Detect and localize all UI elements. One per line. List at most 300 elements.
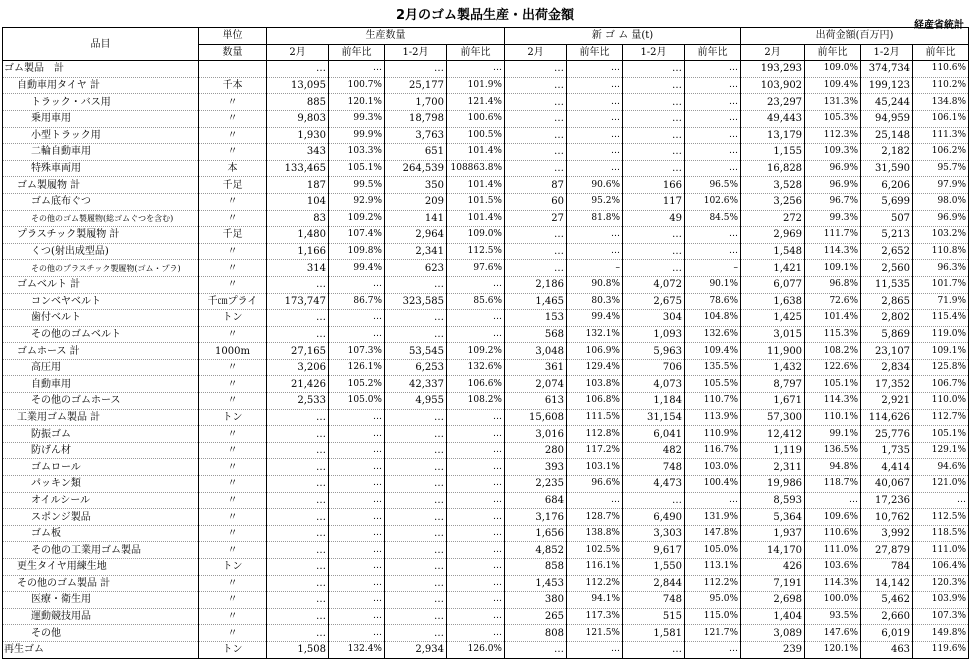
cell-ratio: 109.1% xyxy=(805,260,861,277)
cell-value: 4,072 xyxy=(623,276,685,293)
cell-ratio: … xyxy=(447,442,505,459)
cell-ratio: 109.2% xyxy=(329,210,385,227)
cell-value: 2,235 xyxy=(505,476,567,493)
cell-ratio: 109.6% xyxy=(805,509,861,526)
cell-value: … xyxy=(385,625,447,642)
cell-value: … xyxy=(267,426,329,443)
cell-ratio: … xyxy=(329,61,385,78)
cell-ratio: 106.4% xyxy=(913,559,969,576)
table-row xyxy=(3,310,969,327)
cell-value: … xyxy=(385,608,447,625)
cell-ratio: 134.8% xyxy=(913,94,969,111)
cell-ratio: 101.4% xyxy=(447,144,505,161)
cell-value: 6,253 xyxy=(385,359,447,376)
cell-value: 27 xyxy=(505,210,567,227)
cell-value: 13,095 xyxy=(267,77,329,94)
cell-ratio: … xyxy=(329,625,385,642)
cell-value: … xyxy=(385,575,447,592)
cell-value: 133,465 xyxy=(267,160,329,177)
cell-value: 31,590 xyxy=(861,160,913,177)
cell-value: 1,930 xyxy=(267,127,329,144)
table-row xyxy=(3,276,969,293)
table-row xyxy=(3,359,969,376)
cell-value: 1,453 xyxy=(505,575,567,592)
row-unit: 本 xyxy=(199,160,267,177)
cell-value: 613 xyxy=(505,393,567,410)
cell-value: 114,626 xyxy=(861,409,913,426)
cell-value: … xyxy=(267,459,329,476)
table-row xyxy=(3,492,969,509)
row-item-name: その他のゴム製品 計 xyxy=(3,575,199,592)
cell-value: 2,675 xyxy=(623,293,685,310)
cell-ratio: 100.4% xyxy=(685,476,741,493)
cell-ratio: 96.6% xyxy=(567,476,623,493)
cell-value: … xyxy=(623,260,685,277)
cell-value: 16,828 xyxy=(741,160,805,177)
cell-value: 5,213 xyxy=(861,227,913,244)
cell-value: 314 xyxy=(267,260,329,277)
cell-value: … xyxy=(385,559,447,576)
row-item-name: 乗用車用 xyxy=(3,110,199,127)
cell-ratio: … xyxy=(329,326,385,343)
row-item-name: その他 xyxy=(3,625,199,642)
cell-ratio: 118.7% xyxy=(805,476,861,493)
cell-value: 380 xyxy=(505,592,567,609)
cell-value: 17,352 xyxy=(861,376,913,393)
cell-ratio: … xyxy=(913,492,969,509)
cell-value: … xyxy=(385,61,447,78)
cell-ratio: 102.5% xyxy=(567,542,623,559)
cell-value: 1,184 xyxy=(623,393,685,410)
cell-value: 25,177 xyxy=(385,77,447,94)
row-unit: 〃 xyxy=(199,243,267,260)
row-item-name: 自動車用 xyxy=(3,376,199,393)
cell-ratio: 100.5% xyxy=(447,127,505,144)
cell-value: … xyxy=(505,160,567,177)
cell-value: 13,179 xyxy=(741,127,805,144)
cell-value: 19,986 xyxy=(741,476,805,493)
cell-ratio: 90.6% xyxy=(567,177,623,194)
statistics-table xyxy=(2,27,969,659)
cell-ratio: … xyxy=(685,77,741,94)
cell-value: 1,421 xyxy=(741,260,805,277)
cell-value: 209 xyxy=(385,193,447,210)
cell-ratio: 92.9% xyxy=(329,193,385,210)
cell-ratio: 100.0% xyxy=(805,592,861,609)
cell-ratio: … xyxy=(447,525,505,542)
cell-ratio: 110.0% xyxy=(913,393,969,410)
cell-value: 83 xyxy=(267,210,329,227)
cell-value: … xyxy=(385,310,447,327)
row-unit: 〃 xyxy=(199,442,267,459)
cell-ratio: 81.8% xyxy=(567,210,623,227)
cell-value: … xyxy=(267,442,329,459)
table-row xyxy=(3,525,969,542)
cell-value: 651 xyxy=(385,144,447,161)
row-unit: 〃 xyxy=(199,127,267,144)
cell-value: 2,844 xyxy=(623,575,685,592)
cell-ratio: … xyxy=(329,509,385,526)
cell-ratio: … xyxy=(447,625,505,642)
cell-ratio: 132.4% xyxy=(329,641,385,658)
row-unit: 千㎝プライ xyxy=(199,293,267,310)
cell-value: … xyxy=(385,326,447,343)
cell-ratio: … xyxy=(329,525,385,542)
cell-ratio: 108.2% xyxy=(805,343,861,360)
cell-ratio: … xyxy=(329,426,385,443)
row-unit: 〃 xyxy=(199,575,267,592)
cell-value: 463 xyxy=(861,641,913,658)
row-unit: トン xyxy=(199,310,267,327)
cell-ratio: 109.4% xyxy=(805,77,861,94)
cell-value: … xyxy=(385,276,447,293)
cell-value: … xyxy=(623,61,685,78)
cell-value: … xyxy=(267,525,329,542)
cell-value: 6,490 xyxy=(623,509,685,526)
cell-value: 153 xyxy=(505,310,567,327)
cell-ratio: … xyxy=(685,144,741,161)
cell-value: … xyxy=(385,525,447,542)
table-row xyxy=(3,376,969,393)
cell-value: 199,123 xyxy=(861,77,913,94)
row-unit: 〃 xyxy=(199,393,267,410)
cell-value: 173,747 xyxy=(267,293,329,310)
cell-ratio: … xyxy=(567,243,623,260)
cell-value: … xyxy=(267,559,329,576)
cell-value: … xyxy=(623,227,685,244)
cell-value: 8,797 xyxy=(741,376,805,393)
cell-value: 11,535 xyxy=(861,276,913,293)
cell-ratio: 97.9% xyxy=(913,177,969,194)
cell-ratio: … xyxy=(685,227,741,244)
row-item-name: その他のゴム製履物(総ゴムぐつを含む) xyxy=(3,210,199,227)
cell-value: 25,776 xyxy=(861,426,913,443)
cell-value: … xyxy=(505,260,567,277)
cell-value: 3,256 xyxy=(741,193,805,210)
cell-value: 14,170 xyxy=(741,542,805,559)
cell-ratio: 121.7% xyxy=(685,625,741,642)
cell-ratio: 126.0% xyxy=(447,641,505,658)
cell-ratio: 112.7% xyxy=(913,409,969,426)
cell-value: 57,300 xyxy=(741,409,805,426)
cell-ratio: 96.9% xyxy=(805,160,861,177)
cell-ratio: 120.1% xyxy=(329,94,385,111)
cell-ratio: … xyxy=(567,127,623,144)
row-item-name: 防げん材 xyxy=(3,442,199,459)
subheader-value: 2月 xyxy=(741,44,805,61)
cell-ratio: … xyxy=(567,227,623,244)
row-item-name: 二輪自動車用 xyxy=(3,144,199,161)
row-item-name: 医療・衛生用 xyxy=(3,592,199,609)
cell-value: 6,206 xyxy=(861,177,913,194)
table-row xyxy=(3,592,969,609)
cell-ratio: 109.1% xyxy=(913,343,969,360)
row-unit: 〃 xyxy=(199,542,267,559)
cell-value: 7,191 xyxy=(741,575,805,592)
cell-value: 5,869 xyxy=(861,326,913,343)
cell-ratio: 113.1% xyxy=(685,559,741,576)
cell-value: 858 xyxy=(505,559,567,576)
cell-value: 104 xyxy=(267,193,329,210)
row-item-name: 再生ゴム xyxy=(3,641,199,658)
cell-ratio: … xyxy=(685,492,741,509)
row-item-name: ゴム製履物 計 xyxy=(3,177,199,194)
cell-value: 5,699 xyxy=(861,193,913,210)
cell-ratio: 105.5% xyxy=(685,376,741,393)
cell-ratio: 108.2% xyxy=(447,393,505,410)
cell-value: … xyxy=(623,492,685,509)
cell-value: … xyxy=(505,243,567,260)
cell-ratio: 105.1% xyxy=(805,376,861,393)
cell-ratio: 93.5% xyxy=(805,608,861,625)
cell-ratio: … xyxy=(447,409,505,426)
cell-value: 3,763 xyxy=(385,127,447,144)
cell-value: 361 xyxy=(505,359,567,376)
cell-ratio: … xyxy=(685,110,741,127)
row-unit: 〃 xyxy=(199,94,267,111)
cell-value: … xyxy=(267,608,329,625)
cell-value: … xyxy=(385,476,447,493)
cell-ratio: 116.7% xyxy=(685,442,741,459)
cell-ratio: 90.8% xyxy=(567,276,623,293)
cell-ratio: 107.3% xyxy=(913,608,969,625)
cell-value: … xyxy=(267,326,329,343)
cell-ratio: 112.2% xyxy=(567,575,623,592)
cell-ratio: – xyxy=(685,260,741,277)
cell-ratio: … xyxy=(329,476,385,493)
cell-ratio: … xyxy=(329,575,385,592)
row-item-name: コンベヤベルト xyxy=(3,293,199,310)
cell-value: 280 xyxy=(505,442,567,459)
row-unit: 〃 xyxy=(199,359,267,376)
cell-ratio: 99.9% xyxy=(329,127,385,144)
cell-ratio: 86.7% xyxy=(329,293,385,310)
cell-ratio: 98.0% xyxy=(913,193,969,210)
table-row xyxy=(3,442,969,459)
row-item-name: ゴム製品 計 xyxy=(3,61,199,78)
cell-value: 2,341 xyxy=(385,243,447,260)
cell-value: 15,608 xyxy=(505,409,567,426)
row-unit: 〃 xyxy=(199,144,267,161)
cell-ratio: 103.1% xyxy=(567,459,623,476)
cell-value: 515 xyxy=(623,608,685,625)
cell-value: 27,165 xyxy=(267,343,329,360)
header-item: 品目 xyxy=(3,28,199,61)
cell-ratio: 147.8% xyxy=(685,525,741,542)
cell-value: 706 xyxy=(623,359,685,376)
cell-ratio: … xyxy=(447,559,505,576)
table-row xyxy=(3,110,969,127)
cell-ratio: 119.6% xyxy=(913,641,969,658)
cell-value: 187 xyxy=(267,177,329,194)
cell-value: 18,798 xyxy=(385,110,447,127)
cell-ratio: 100.7% xyxy=(329,77,385,94)
row-item-name: 自動車用タイヤ 計 xyxy=(3,77,199,94)
cell-value: … xyxy=(385,459,447,476)
subheader-value: 1-2月 xyxy=(861,44,913,61)
cell-value: 3,016 xyxy=(505,426,567,443)
cell-ratio: … xyxy=(685,243,741,260)
header-unit-bottom: 数量 xyxy=(199,44,267,61)
row-item-name: その他のゴムベルト xyxy=(3,326,199,343)
cell-ratio: 121.0% xyxy=(913,476,969,493)
cell-ratio: … xyxy=(447,509,505,526)
cell-value: 272 xyxy=(741,210,805,227)
header-unit-top: 単位 xyxy=(199,28,267,45)
cell-ratio: 112.2% xyxy=(685,575,741,592)
cell-ratio: 131.3% xyxy=(805,94,861,111)
cell-value: 350 xyxy=(385,177,447,194)
cell-value: … xyxy=(505,77,567,94)
cell-ratio: 114.3% xyxy=(805,243,861,260)
cell-value: … xyxy=(267,509,329,526)
cell-ratio: 125.8% xyxy=(913,359,969,376)
cell-value: 1,166 xyxy=(267,243,329,260)
cell-ratio: … xyxy=(567,77,623,94)
cell-value: 40,067 xyxy=(861,476,913,493)
source-label: 経産省統計 xyxy=(914,20,964,31)
cell-ratio: 107.4% xyxy=(329,227,385,244)
cell-value: 507 xyxy=(861,210,913,227)
cell-ratio: 109.0% xyxy=(805,61,861,78)
cell-value: … xyxy=(267,409,329,426)
cell-ratio: … xyxy=(685,61,741,78)
cell-value: 1,548 xyxy=(741,243,805,260)
cell-value: 2,311 xyxy=(741,459,805,476)
row-unit: 〃 xyxy=(199,509,267,526)
cell-ratio: … xyxy=(329,542,385,559)
cell-value: 5,462 xyxy=(861,592,913,609)
cell-ratio: … xyxy=(447,426,505,443)
cell-ratio: … xyxy=(447,608,505,625)
cell-ratio: 147.6% xyxy=(805,625,861,642)
cell-value: 4,955 xyxy=(385,393,447,410)
row-item-name: スポンジ製品 xyxy=(3,509,199,526)
cell-value: 1,671 xyxy=(741,393,805,410)
cell-ratio: 115.4% xyxy=(913,310,969,327)
row-unit: 〃 xyxy=(199,376,267,393)
cell-ratio: 101.9% xyxy=(447,77,505,94)
cell-ratio: … xyxy=(329,492,385,509)
cell-value: 9,617 xyxy=(623,542,685,559)
cell-value: … xyxy=(623,243,685,260)
cell-ratio: 103.2% xyxy=(913,227,969,244)
table-row xyxy=(3,575,969,592)
cell-ratio: 108863.8% xyxy=(447,160,505,177)
cell-ratio: … xyxy=(447,310,505,327)
row-item-name: パッキン類 xyxy=(3,476,199,493)
cell-value: 3,303 xyxy=(623,525,685,542)
cell-ratio: … xyxy=(685,160,741,177)
cell-value: 23,107 xyxy=(861,343,913,360)
cell-value: 264,539 xyxy=(385,160,447,177)
cell-value: 808 xyxy=(505,625,567,642)
cell-ratio: 94.8% xyxy=(805,459,861,476)
cell-value: 103,902 xyxy=(741,77,805,94)
cell-ratio: 135.5% xyxy=(685,359,741,376)
cell-ratio: … xyxy=(805,492,861,509)
cell-value: 1,480 xyxy=(267,227,329,244)
cell-ratio: 103.6% xyxy=(805,559,861,576)
row-item-name: 歯付ベルト xyxy=(3,310,199,327)
cell-value: … xyxy=(623,77,685,94)
cell-value: 2,964 xyxy=(385,227,447,244)
cell-ratio: 84.5% xyxy=(685,210,741,227)
cell-ratio: 78.6% xyxy=(685,293,741,310)
cell-ratio: 110.6% xyxy=(913,61,969,78)
row-item-name: オイルシール xyxy=(3,492,199,509)
cell-ratio: … xyxy=(447,542,505,559)
cell-value: 2,186 xyxy=(505,276,567,293)
cell-value: 426 xyxy=(741,559,805,576)
cell-ratio: 104.8% xyxy=(685,310,741,327)
cell-value: 6,077 xyxy=(741,276,805,293)
cell-ratio: 110.7% xyxy=(685,393,741,410)
cell-value: 374,734 xyxy=(861,61,913,78)
cell-value: 2,921 xyxy=(861,393,913,410)
row-item-name: その他のプラスチック製履物(ゴム・プラ) xyxy=(3,260,199,277)
cell-ratio: 99.4% xyxy=(329,260,385,277)
cell-value: … xyxy=(267,542,329,559)
cell-value: 31,154 xyxy=(623,409,685,426)
cell-ratio: 106.2% xyxy=(913,144,969,161)
row-item-name: 高圧用 xyxy=(3,359,199,376)
row-unit: 〃 xyxy=(199,608,267,625)
cell-value: 94,959 xyxy=(861,110,913,127)
cell-ratio: 149.8% xyxy=(913,625,969,642)
cell-ratio: 96.3% xyxy=(913,260,969,277)
cell-value: 60 xyxy=(505,193,567,210)
cell-ratio: … xyxy=(329,310,385,327)
cell-ratio: … xyxy=(447,492,505,509)
cell-value: 1,581 xyxy=(623,625,685,642)
cell-ratio: 120.1% xyxy=(805,641,861,658)
header-production: 生産数量 xyxy=(267,28,505,45)
cell-value: … xyxy=(267,625,329,642)
row-item-name: ゴムベルト 計 xyxy=(3,276,199,293)
table-row xyxy=(3,160,969,177)
cell-value: 166 xyxy=(623,177,685,194)
cell-value: 1,735 xyxy=(861,442,913,459)
cell-value: 1,465 xyxy=(505,293,567,310)
cell-ratio: 112.5% xyxy=(447,243,505,260)
row-item-name: その他のゴムホース xyxy=(3,393,199,410)
cell-value: … xyxy=(623,641,685,658)
cell-ratio: 96.8% xyxy=(805,276,861,293)
row-item-name: ゴム板 xyxy=(3,525,199,542)
subheader-ratio: 前年比 xyxy=(567,44,623,61)
cell-ratio: 119.0% xyxy=(913,326,969,343)
page-title: 2月のゴム製品生産・出荷金額 xyxy=(395,8,575,23)
cell-ratio: 110.1% xyxy=(805,409,861,426)
cell-value: 1,432 xyxy=(741,359,805,376)
table-row xyxy=(3,326,969,343)
cell-ratio: 110.9% xyxy=(685,426,741,443)
cell-value: 2,865 xyxy=(861,293,913,310)
cell-ratio: … xyxy=(329,276,385,293)
table-row xyxy=(3,542,969,559)
cell-ratio: … xyxy=(567,641,623,658)
cell-value: 2,660 xyxy=(861,608,913,625)
row-item-name: プラスチック製履物 計 xyxy=(3,227,199,244)
row-unit: 千足 xyxy=(199,227,267,244)
cell-ratio: 118.5% xyxy=(913,525,969,542)
cell-ratio: … xyxy=(685,641,741,658)
cell-ratio: … xyxy=(567,144,623,161)
cell-ratio: … xyxy=(329,559,385,576)
cell-value: 1,656 xyxy=(505,525,567,542)
cell-ratio: … xyxy=(329,409,385,426)
